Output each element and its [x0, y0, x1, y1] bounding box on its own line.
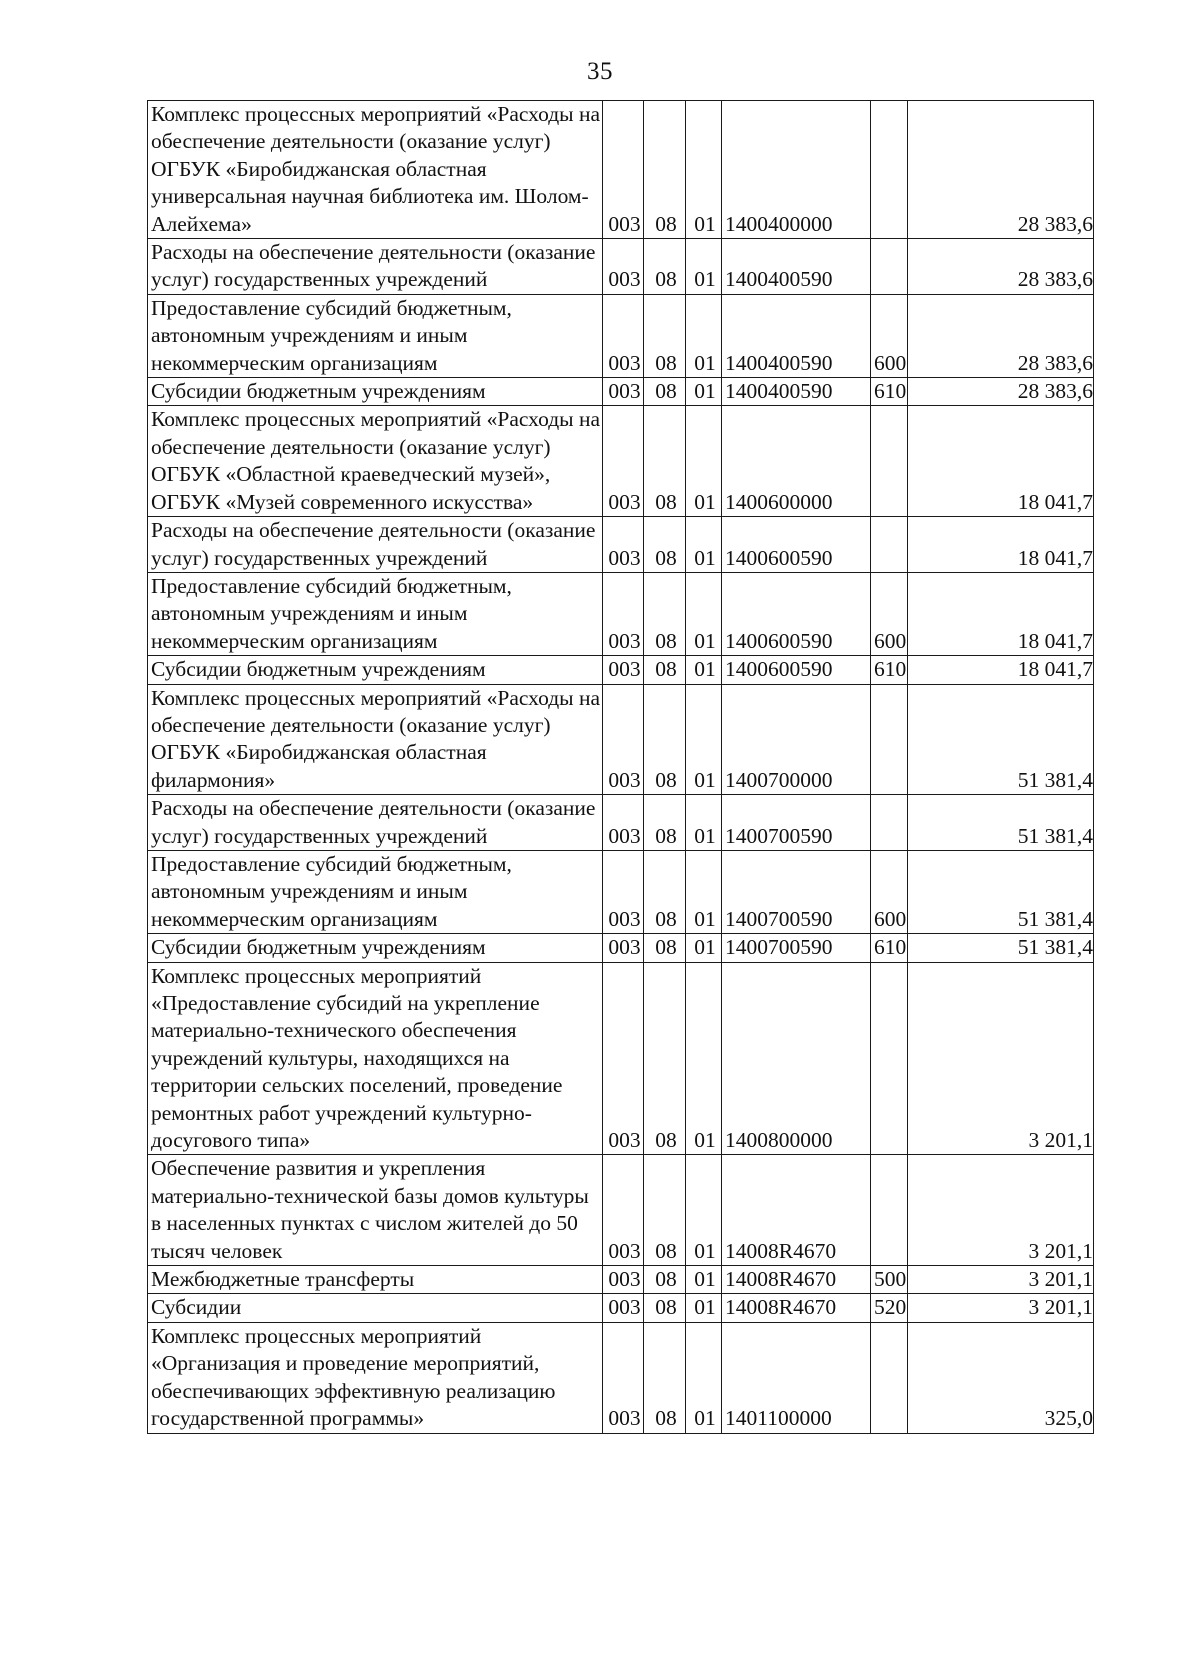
row-target-code-cell: 1400600590: [722, 572, 871, 655]
row-subsection-cell: 01: [686, 294, 722, 377]
row-subsection-cell: 01: [686, 656, 722, 684]
row-amount-cell: 18 041,7: [908, 572, 1094, 655]
row-name-cell: Обеспечение развития и укрепления материально-технической базы домов культуры в населенных пунктах с числом жителей до 50 тысяч человек: [148, 1155, 603, 1266]
row-amount-cell: 18 041,7: [908, 517, 1094, 573]
row-amount-cell: 28 383,6: [908, 101, 1094, 239]
row-amount-cell: 3 201,1: [908, 962, 1094, 1155]
row-amount-cell: 3 201,1: [908, 1294, 1094, 1322]
row-section-cell: 08: [644, 294, 686, 377]
row-amount-cell: 28 383,6: [908, 294, 1094, 377]
row-grbs-cell: 003: [603, 1266, 644, 1294]
row-amount-cell: 18 041,7: [908, 656, 1094, 684]
row-expense-type-cell: 600: [871, 294, 908, 377]
row-grbs-cell: 003: [603, 378, 644, 406]
row-grbs-cell: 003: [603, 795, 644, 851]
table-row: [148, 572, 1094, 655]
table-row: [148, 1266, 1094, 1294]
budget-table: [147, 100, 1094, 1434]
row-target-code-cell: 1400600590: [722, 656, 871, 684]
row-amount-cell: 51 381,4: [908, 684, 1094, 795]
row-target-code-cell: 1400700590: [722, 850, 871, 933]
row-section-cell: 08: [644, 1266, 686, 1294]
row-expense-type-cell: [871, 101, 908, 239]
table-row: [148, 239, 1094, 295]
row-section-cell: 08: [644, 962, 686, 1155]
table-row: [148, 850, 1094, 933]
row-amount-cell: 51 381,4: [908, 850, 1094, 933]
row-target-code-cell: 1400700000: [722, 684, 871, 795]
row-section-cell: 08: [644, 656, 686, 684]
row-name-cell: Расходы на обеспечение деятельности (оказание услуг) государственных учреждений: [148, 795, 603, 851]
row-section-cell: 08: [644, 517, 686, 573]
row-subsection-cell: 01: [686, 850, 722, 933]
row-expense-type-cell: [871, 1322, 908, 1433]
row-target-code-cell: 14008R4670: [722, 1266, 871, 1294]
row-grbs-cell: 003: [603, 1155, 644, 1266]
row-name-cell: Комплекс процессных мероприятий «Расходы на обеспечение деятельности (оказание услуг) ОГБУК «Областной краеведческий музей», ОГБУК «Музей современного искусства»: [148, 406, 603, 517]
row-section-cell: 08: [644, 850, 686, 933]
row-name-cell: Комплекс процессных мероприятий «Расходы на обеспечение деятельности (оказание услуг) ОГБУК «Биробиджанская областная филармония»: [148, 684, 603, 795]
row-section-cell: 08: [644, 239, 686, 295]
row-subsection-cell: 01: [686, 406, 722, 517]
row-subsection-cell: 01: [686, 378, 722, 406]
budget-table-body: [148, 101, 1094, 1434]
table-row: [148, 101, 1094, 239]
row-name-cell: Субсидии: [148, 1294, 603, 1322]
row-name-cell: Комплекс процессных мероприятий «Организация и проведение мероприятий, обеспечивающих эффективную реализацию государственной программы»: [148, 1322, 603, 1433]
row-section-cell: 08: [644, 795, 686, 851]
row-expense-type-cell: [871, 1155, 908, 1266]
row-target-code-cell: 1400400590: [722, 294, 871, 377]
row-grbs-cell: 003: [603, 850, 644, 933]
row-subsection-cell: 01: [686, 239, 722, 295]
row-amount-cell: 51 381,4: [908, 795, 1094, 851]
row-subsection-cell: 01: [686, 962, 722, 1155]
table-row: [148, 795, 1094, 851]
row-name-cell: Субсидии бюджетным учреждениям: [148, 378, 603, 406]
row-amount-cell: 325,0: [908, 1322, 1094, 1433]
row-name-cell: Расходы на обеспечение деятельности (оказание услуг) государственных учреждений: [148, 239, 603, 295]
row-subsection-cell: 01: [686, 1155, 722, 1266]
row-section-cell: 08: [644, 1322, 686, 1433]
row-amount-cell: 28 383,6: [908, 378, 1094, 406]
table-row: [148, 656, 1094, 684]
row-expense-type-cell: 600: [871, 850, 908, 933]
row-name-cell: Межбюджетные трансферты: [148, 1266, 603, 1294]
row-grbs-cell: 003: [603, 572, 644, 655]
table-row: [148, 934, 1094, 962]
row-name-cell: Комплекс процессных мероприятий «Расходы на обеспечение деятельности (оказание услуг) ОГБУК «Биробиджанская областная универсальная научная библиотека им. Шолом-Алейхема»: [148, 101, 603, 239]
row-section-cell: 08: [644, 101, 686, 239]
row-subsection-cell: 01: [686, 572, 722, 655]
row-expense-type-cell: 500: [871, 1266, 908, 1294]
row-name-cell: Предоставление субсидий бюджетным, автономным учреждениям и иным некоммерческим организациям: [148, 850, 603, 933]
row-expense-type-cell: 610: [871, 378, 908, 406]
row-section-cell: 08: [644, 1294, 686, 1322]
table-row: [148, 1155, 1094, 1266]
row-amount-cell: 3 201,1: [908, 1266, 1094, 1294]
row-section-cell: 08: [644, 406, 686, 517]
row-target-code-cell: 1400400000: [722, 101, 871, 239]
row-target-code-cell: 14008R4670: [722, 1294, 871, 1322]
row-grbs-cell: 003: [603, 294, 644, 377]
row-target-code-cell: 1400700590: [722, 795, 871, 851]
row-subsection-cell: 01: [686, 101, 722, 239]
row-grbs-cell: 003: [603, 684, 644, 795]
row-subsection-cell: 01: [686, 1322, 722, 1433]
row-target-code-cell: 1400800000: [722, 962, 871, 1155]
row-grbs-cell: 003: [603, 656, 644, 684]
row-name-cell: Предоставление субсидий бюджетным, автономным учреждениям и иным некоммерческим организациям: [148, 572, 603, 655]
row-amount-cell: 18 041,7: [908, 406, 1094, 517]
row-expense-type-cell: [871, 962, 908, 1155]
row-section-cell: 08: [644, 934, 686, 962]
row-expense-type-cell: 610: [871, 656, 908, 684]
row-subsection-cell: 01: [686, 795, 722, 851]
table-row: [148, 1322, 1094, 1433]
row-subsection-cell: 01: [686, 934, 722, 962]
row-section-cell: 08: [644, 684, 686, 795]
row-grbs-cell: 003: [603, 239, 644, 295]
row-target-code-cell: 14008R4670: [722, 1155, 871, 1266]
row-target-code-cell: 1400600000: [722, 406, 871, 517]
table-row: [148, 378, 1094, 406]
page-number: 35: [587, 58, 613, 85]
row-section-cell: 08: [644, 572, 686, 655]
row-target-code-cell: 1401100000: [722, 1322, 871, 1433]
row-amount-cell: 28 383,6: [908, 239, 1094, 295]
row-name-cell: Субсидии бюджетным учреждениям: [148, 656, 603, 684]
row-grbs-cell: 003: [603, 962, 644, 1155]
row-expense-type-cell: [871, 239, 908, 295]
table-row: [148, 294, 1094, 377]
row-amount-cell: 51 381,4: [908, 934, 1094, 962]
row-target-code-cell: 1400600590: [722, 517, 871, 573]
table-row: [148, 684, 1094, 795]
row-grbs-cell: 003: [603, 934, 644, 962]
row-grbs-cell: 003: [603, 1294, 644, 1322]
row-subsection-cell: 01: [686, 1294, 722, 1322]
row-section-cell: 08: [644, 1155, 686, 1266]
row-grbs-cell: 003: [603, 517, 644, 573]
row-target-code-cell: 1400400590: [722, 239, 871, 295]
table-row: [148, 517, 1094, 573]
row-name-cell: Предоставление субсидий бюджетным, автономным учреждениям и иным некоммерческим организациям: [148, 294, 603, 377]
row-expense-type-cell: [871, 795, 908, 851]
row-target-code-cell: 1400700590: [722, 934, 871, 962]
row-expense-type-cell: [871, 517, 908, 573]
row-amount-cell: 3 201,1: [908, 1155, 1094, 1266]
row-grbs-cell: 003: [603, 101, 644, 239]
row-grbs-cell: 003: [603, 406, 644, 517]
row-target-code-cell: 1400400590: [722, 378, 871, 406]
row-subsection-cell: 01: [686, 684, 722, 795]
row-name-cell: Субсидии бюджетным учреждениям: [148, 934, 603, 962]
row-subsection-cell: 01: [686, 517, 722, 573]
row-expense-type-cell: 610: [871, 934, 908, 962]
row-expense-type-cell: [871, 684, 908, 795]
row-name-cell: Расходы на обеспечение деятельности (оказание услуг) государственных учреждений: [148, 517, 603, 573]
row-name-cell: Комплекс процессных мероприятий «Предоставление субсидий на укрепление материально-технического обеспечения учреждений культуры, находящихся на территории сельских поселений, проведение ремонтных работ учреждений культурно-досугового типа»: [148, 962, 603, 1155]
row-subsection-cell: 01: [686, 1266, 722, 1294]
row-section-cell: 08: [644, 378, 686, 406]
row-expense-type-cell: 520: [871, 1294, 908, 1322]
table-row: [148, 962, 1094, 1155]
row-grbs-cell: 003: [603, 1322, 644, 1433]
row-expense-type-cell: [871, 406, 908, 517]
table-row: [148, 1294, 1094, 1322]
row-expense-type-cell: 600: [871, 572, 908, 655]
table-row: [148, 406, 1094, 517]
